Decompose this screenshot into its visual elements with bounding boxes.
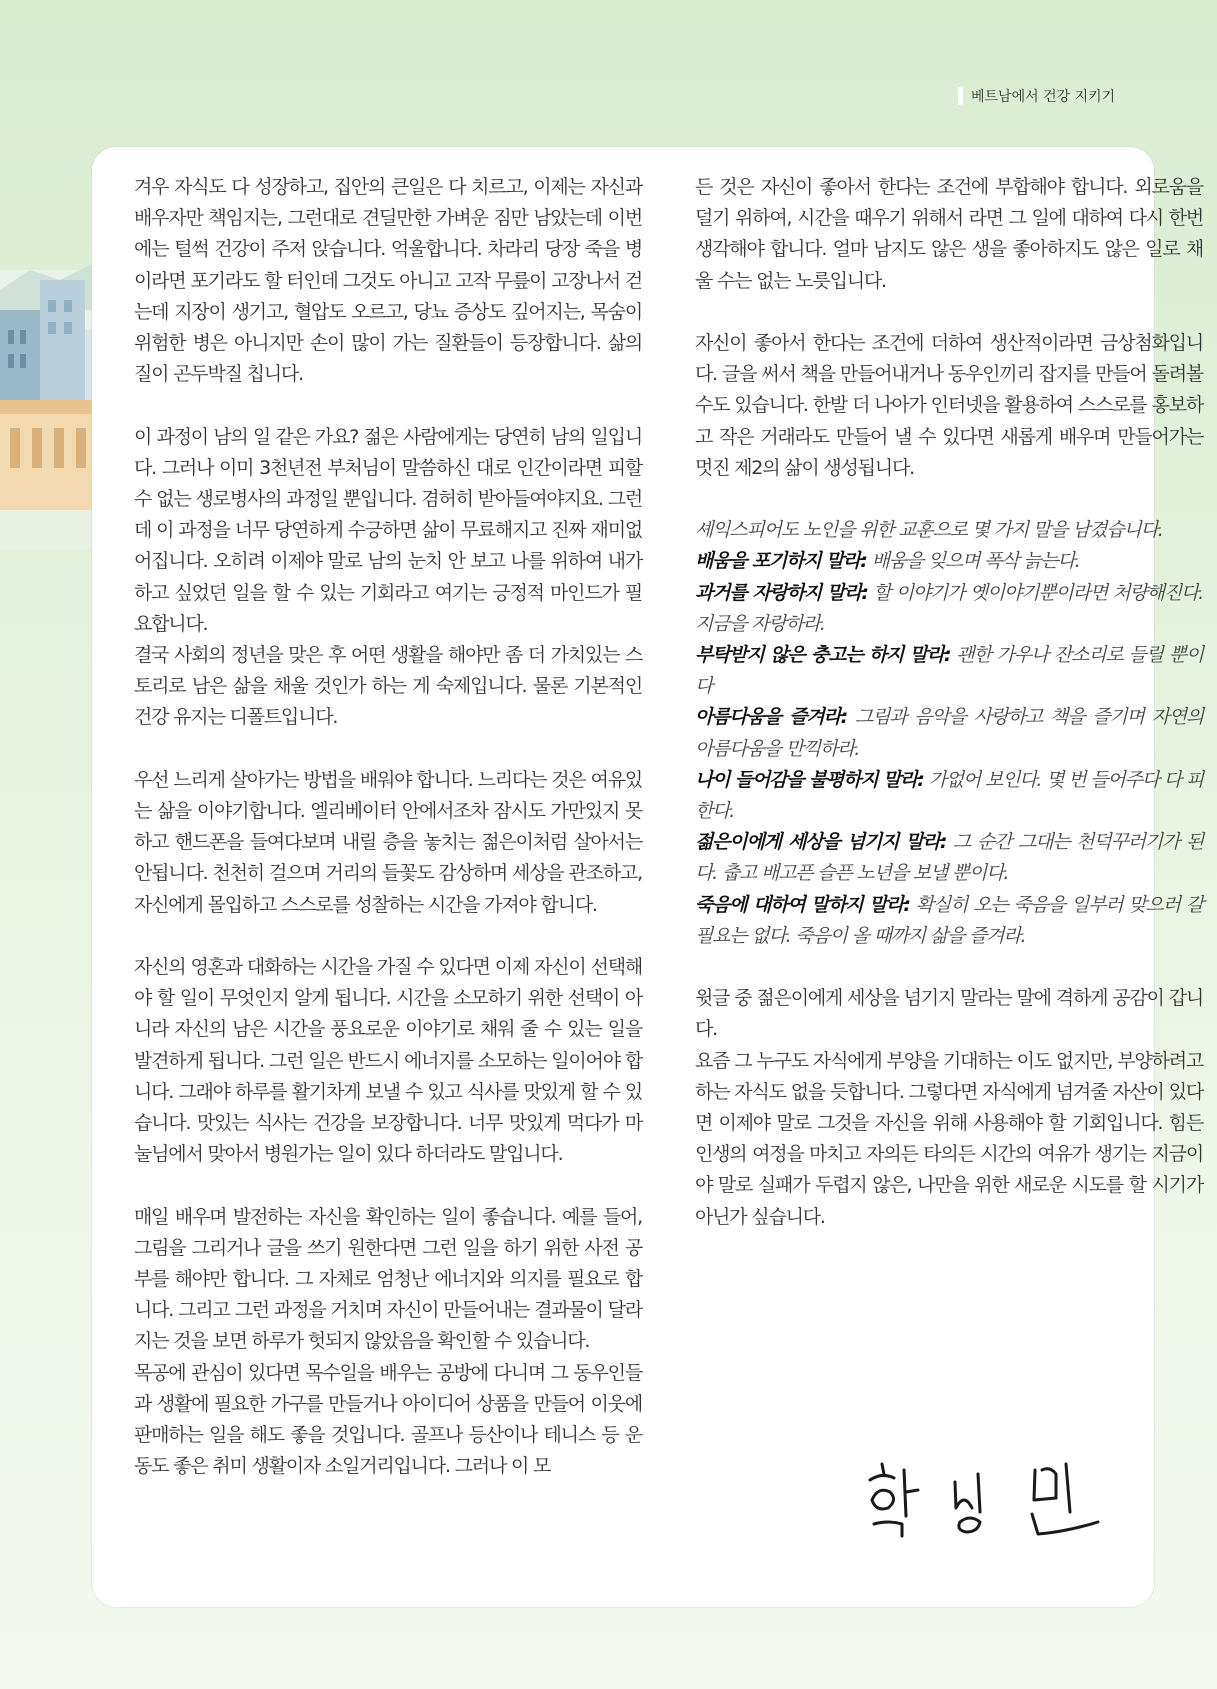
- quote-text: 배움을 잊으며 폭삭 늙는다.: [866, 550, 1080, 573]
- paragraph: 우선 느리게 살아가는 방법을 배워야 합니다. 느리다는 것은 여유있는 삶을 이야기합니다. 엘리베이터 안에서조차 잠시도 가만있지 못하고 핸드폰을 들여다보며 내릴 층을 놓치는 젊은이처럼 살아서는 안됩니다. 천천히 걸으며 거리의 들꽃도 감상하며 세상을 관조하고, 자신에게 몰입하고 스스로를 성찰하는 시간을 가져야 합니다.: [134, 768, 642, 916]
- quote-head: 아름다움을 즐겨라:: [695, 706, 848, 729]
- paragraph: 이 과정이 남의 일 같은 가요? 젊은 사람에게는 당연히 남의 일입니다. 그러나 이미 3천년전 부처님이 말씀하신 대로 인간이라면 피할 수 없는 생로병사의 과정일 뿐입니다. 겸허히 받아들여야지요. 그런데 이 과정을 너무 당연하게 수긍하면 삶이 무료해지고 진짜 재미없어집니다. 오히려 이제야 말로 남의 눈치 안 보고 나를 위하여 내가 하고 싶었던 일을 할 수 있는 기회라고 여기는 긍정적 마인드가 필요합니다.: [134, 425, 642, 635]
- section-header: [958, 86, 1115, 106]
- paragraph: 자신의 영혼과 대화하는 시간을 가질 수 있다면 이제 자신이 선택해야 할 일이 무엇인지 알게 됩니다. 시간을 소모하기 위한 선택이 아니라 자신의 남은 시간을 풍요로운 이야기로 채워 줄 수 있는 일을 발견하게 됩니다. 그런 일은 반드시 에너지를 소모하는 일이어야 합니다. 그래야 하루를 활기차게 보낼 수 있고 식사를 맛있게 할 수 있습니다. 맛있는 식사는 건강을 보장합니다. 너무 맛있게 먹다가 마눌님에서 맞아서 병원가는 일이 있다 하더라도 말입니다.: [134, 956, 642, 1166]
- paragraph: 결국 사회의 정년을 맞은 후 어떤 생활을 해야만 좀 더 가치있는 스토리로 남은 삶을 채울 것인가 하는 게 숙제입니다. 물론 기본적인 건강 유지는 디폴트입니다.: [134, 644, 642, 729]
- paragraph: 목공에 관심이 있다면 목수일을 배우는 공방에 다니며 그 동우인들과 생활에 필요한 가구를 만들거나 아이디어 상품을 만들어 이웃에 판매하는 일을 해도 좋을 것입니다. 골프나 등산이나 테니스 등 운동도 좋은 취미 생활이자 소일거리입니다. 그러나 이 모: [134, 1361, 642, 1478]
- quote-intro: 셰익스피어도 노인을 위한 교훈으로 몇 가지 말을 남겼습니다.: [695, 519, 1163, 542]
- quote-text: 가없어 보인다. 몇 번 들어주다 다 피한다.: [695, 768, 1203, 823]
- quote-head: 과거를 자랑하지 말라:: [695, 581, 868, 604]
- author-signature: [860, 1452, 1110, 1542]
- paragraph: 든 것은 자신이 좋아서 한다는 조건에 부합해야 합니다. 외로움을 덜기 위하여, 시간을 때우기 위해서 라면 그 일에 대하여 다시 한번 생각해야 합니다. 얼마 남지도 않은 생을 좋아하지도 않은 일로 채울 수는 없는 노릇입니다.: [695, 176, 1203, 292]
- quote-head: 나이 들어감을 불평하지 말라:: [695, 768, 924, 791]
- quote-item: [695, 765, 1203, 827]
- paragraph: 매일 배우며 발전하는 자신을 확인하는 일이 좋습니다. 예를 들어, 그림을 그리거나 글을 쓰기 원한다면 그런 일을 하기 위한 사전 공부를 해야만 합니다. 그 자체로 엄청난 에너지와 의지를 필요로 합니다. 그리고 그런 과정을 거치며 자신이 만들어내는 결과물이 달라지는 것을 보면 하루가 헛되지 않았음을 확인할 수 있습니다.: [134, 1205, 642, 1353]
- quote-text: 괜한 가우나 잔소리로 들릴 뿐이다: [695, 644, 1203, 698]
- quote-text: 할 이야기가 옛이야기뿐이라면 처량해진다. 지금을 자랑하라.: [695, 581, 1203, 635]
- header-bar: [958, 87, 963, 105]
- left-column: [134, 172, 642, 1482]
- quote-text: 확실히 오는 죽음을 일부러 맞으러 갈 필요는 없다. 죽음이 올 때까지 삶을 즐겨라.: [695, 893, 1203, 947]
- right-column: [695, 172, 1203, 1233]
- paragraph: 요즘 그 누구도 자식에게 부양을 기대하는 이도 없지만, 부양하려고 하는 자식도 없을 듯합니다. 그렇다면 자식에게 넘겨줄 자산이 있다면 이제야 말로 그것을 자신을 위해 사용해야 할 기회입니다. 힘든 인생의 여정을 마치고 자의든 타의든 시간의 여유가 생기는 지금이야 말로 실패가 두렵지 않은, 나만을 위한 새로운 시도를 할 시기가 아닌가 싶습니다.: [695, 1049, 1203, 1228]
- paragraph: 윗글 중 젊은이에게 세상을 넘기지 말라는 말에 격하게 공감이 갑니다.: [695, 987, 1203, 1041]
- quote-item: [695, 890, 1203, 952]
- quote-head: 배움을 포기하지 말라:: [695, 550, 867, 573]
- quote-head: 죽음에 대하여 말하지 말라:: [695, 893, 910, 916]
- quote-head: 부탁받지 않은 충고는 하지 말라:: [695, 644, 951, 667]
- quote-item: [695, 546, 1203, 577]
- quote-text: 그림과 음악을 사랑하고 책을 즐기며 자연의 아름다움을 만끽하라.: [695, 706, 1204, 760]
- quote-item: [695, 702, 1203, 764]
- quote-text: 그 순간 그대는 천덕꾸러기가 된다. 춥고 배고픈 슬픈 노년을 보낼 뿐이다.: [695, 831, 1203, 885]
- quote-item: [695, 578, 1203, 640]
- section-title: 베트남에서 건강 지키기: [971, 89, 1116, 105]
- paragraph: 자신이 좋아서 한다는 조건에 더하여 생산적이라면 금상첨화입니다. 글을 써서 책을 만들어내거나 동우인끼리 잡지를 만들어 돌려볼 수도 있습니다. 한발 더 나아가 인터넷을 활용하여 스스로를 홍보하고 작은 거래라도 만들어 낼 수 있다면 새롭게 배우며 만들어가는 멋진 제2의 삶이 생성됩니다.: [695, 332, 1203, 479]
- paragraph: 겨우 자식도 다 성장하고, 집안의 큰일은 다 치르고, 이제는 자신과 배우자만 책임지는, 그런대로 견딜만한 가벼운 짐만 남았는데 이번에는 털썩 건강이 주저 앉습니다. 억울합니다. 차라리 당장 죽을 병이라면 포기라도 할 터인데 그것도 아니고 고작 무릎이 고장나서 걷는데 지장이 생기고, 혈압도 오르고, 당뇨 증상도 깊어지는, 목숨이 위험한 병은 아니지만 손이 많이 가는 질환들이 등장합니다. 삶의 질이 곤두박질 칩니다.: [134, 176, 642, 386]
- quote-item: [695, 640, 1203, 702]
- shakespeare-quotes: [695, 515, 1203, 952]
- quote-head: 젊은이에게 세상을 넘기지 말라:: [695, 831, 947, 854]
- quote-item: [695, 827, 1203, 889]
